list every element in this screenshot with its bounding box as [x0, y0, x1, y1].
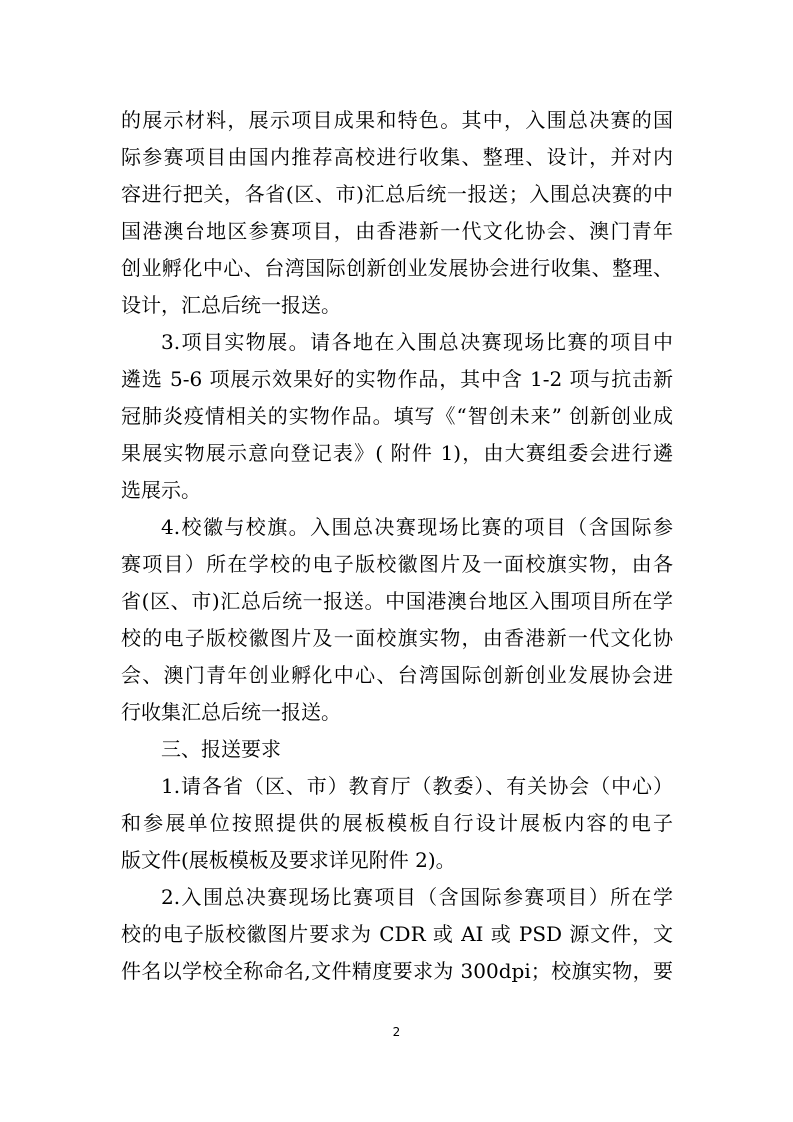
paragraph-3-line-2: 赛项目）所在学校的电子版校徽图片及一面校旗实物，由各 — [121, 552, 673, 576]
paragraph-2-line-1: 3.项目实物展。请各地在入围总决赛现场比赛的项目中 — [161, 330, 673, 354]
paragraph-5-line-1: 2.入围总决赛现场比赛项目（含国际参赛项目）所在学 — [161, 885, 673, 909]
paragraph-5-line-2: 校的电子版校徽图片要求为 CDR 或 AI 或 PSD 源文件，文 — [121, 922, 673, 946]
section-heading: 三、报送要求 — [161, 737, 281, 761]
paragraph-2-line-2: 遴选 5-6 项展示效果好的实物作品，其中含 1-2 项与抗击新 — [121, 367, 673, 391]
paragraph-5-line-3: 件名以学校全称命名,文件精度要求为 300dpi；校旗实物，要 — [121, 959, 673, 983]
paragraph-3-line-6: 行收集汇总后统一报送。 — [121, 700, 341, 724]
paragraph-4-line-2: 和参展单位按照提供的展板模板自行设计展板内容的电子 — [121, 811, 673, 835]
paragraph-4-line-3: 版文件(展板模板及要求详见附件 2)。 — [121, 848, 456, 872]
paragraph-3-line-4: 校的电子版校徽图片及一面校旗实物，由香港新一代文化协 — [121, 626, 673, 650]
paragraph-1-line-4: 国港澳台地区参赛项目，由香港新一代文化协会、澳门青年 — [121, 219, 673, 243]
paragraph-2-line-3: 冠肺炎疫情相关的实物作品。填写《“智创未来” 创新创业成 — [121, 404, 673, 428]
paragraph-3-line-5: 会、澳门青年创业孵化中心、台湾国际创新创业发展协会进 — [121, 663, 673, 687]
paragraph-1-line-6: 设计，汇总后统一报送。 — [121, 293, 341, 317]
paragraph-1-line-3: 容进行把关，各省(区、市)汇总后统一报送；入围总决赛的中 — [121, 182, 673, 206]
paragraph-1-line-2: 际参赛项目由国内推荐高校进行收集、整理、设计，并对内 — [121, 145, 673, 169]
paragraph-3-line-1: 4.校徽与校旗。入围总决赛现场比赛的项目（含国际参 — [161, 515, 673, 539]
page-number: 2 — [392, 1025, 401, 1039]
paragraph-4-line-1: 1.请各省（区、市）教育厅（教委）、有关协会（中心） — [161, 774, 673, 798]
paragraph-2-line-5: 选展示。 — [121, 478, 201, 502]
paragraph-2-line-4: 果展实物展示意向登记表》( 附件 1)，由大赛组委会进行遴 — [121, 441, 673, 465]
paragraph-3-line-3: 省(区、市)汇总后统一报送。中国港澳台地区入围项目所在学 — [121, 589, 673, 613]
paragraph-1-line-5: 创业孵化中心、台湾国际创新创业发展协会进行收集、整理、 — [121, 256, 673, 280]
paragraph-1-line-1: 的展示材料，展示项目成果和特色。其中，入围总决赛的国 — [121, 108, 673, 132]
